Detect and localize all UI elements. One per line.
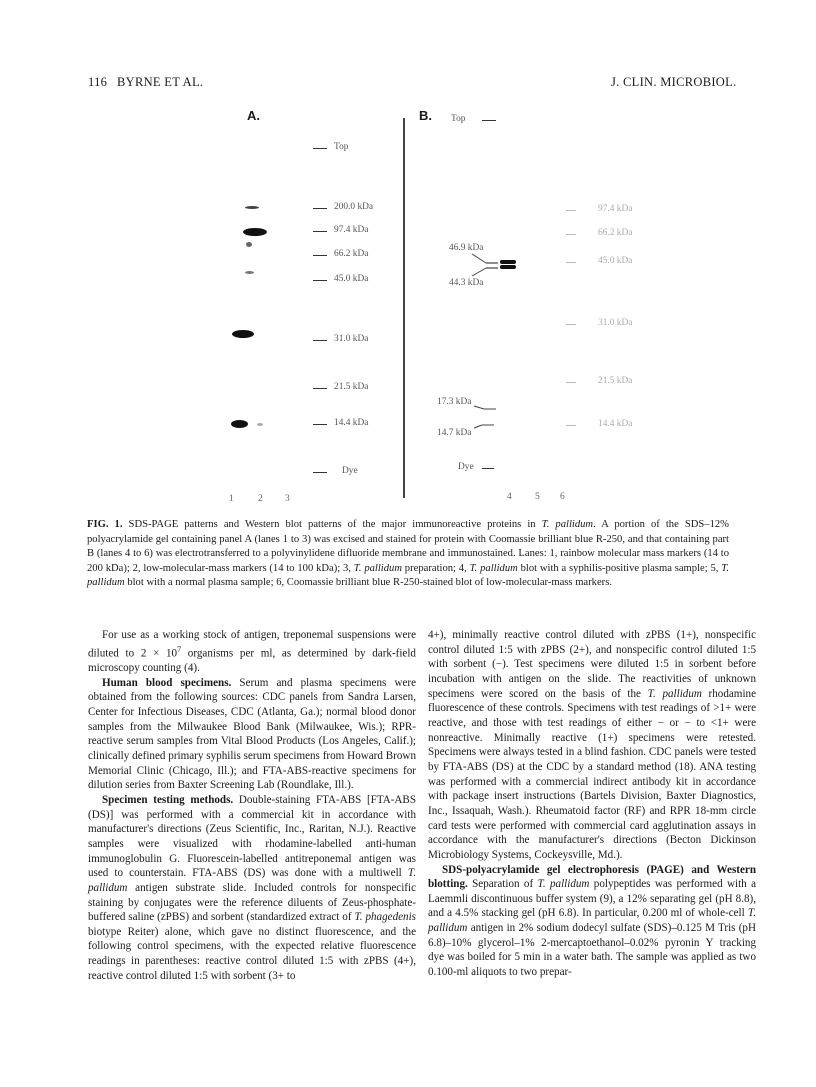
species-name: T. pallidum	[353, 562, 402, 574]
species-name: T. pallidum	[469, 562, 518, 574]
lane-number: 3	[285, 494, 290, 504]
protein-label: 44.3 kDa	[449, 278, 484, 288]
text: Serum and plasma specimens were obtained from the following sources: CDC panels from Sandra Larsen, Center for Infectious Diseases, CDC (Atlanta, Ga.); normal blood donor samples from the Milwaukee Blood Bank (Milwaukee, Wis.); RPR-reactive serum samples from Vital Blood Products (Los Angeles, Calif.); clinically defined primary syphilis serum specimens from Howard Brown Memorial Clinic (Chicago, Ill.); and FTA-ABS-reactive specimens for dilution series from Baxter Screening Lab (Roundlake, Ill.).	[88, 676, 416, 792]
gel-band	[243, 228, 267, 236]
text: rhodamine fluorescence of these controls. Specimens with test readings of >1+ were reactive, and those with test readings of either − or − to <1+ were nonreactive. Minimally reactive (1+) specimens were retested. Specimens were always tested in a blind fashion. CDC panels were tested by FTA-ABS (DS) at the CDC by a standard method (18). ANA testing was performed with a commercial indirect antibody kit in accordance with package insert instructions (Bartels Division, Baxter Diagnostics, Inc., Issaquah, Wash.). Rheumatoid factor (RF) and RPR 18-mm circle card tests were performed with commercial card agglutination assays in accordance with the manufacturer's directions (Becton Dickinson Microbiology Systems, Cockeysville, Md.).	[428, 687, 756, 861]
species-name: T. pallidum	[647, 687, 702, 700]
section-heading: SDS-polyacrylamide gel electrophoresis (PAGE) and Western blotting.	[428, 863, 756, 891]
caption-text: . A portion of the SDS–12% polyacrylamide gel containing panel A (lanes 1 to 3) was excised and stained for protein with Coomassie brilliant blue R-250, and that containing part B (lanes 4 to 6) was electrotransferred to a polyvinylidene difluoride membrane and immunostained. Lanes: 1, rainbow molecular mass markers (14 to 200 kDa); 2, low-molecular-mass markers (14 to 100 kDa); 3,	[87, 519, 730, 574]
dye-tick	[313, 472, 327, 473]
species-name: T. pallidum	[428, 907, 756, 935]
marker-tick	[566, 234, 576, 235]
running-journal: J. CLIN. MICROBIOL.	[611, 75, 737, 89]
marker-label: 45.0 kDa	[334, 274, 369, 284]
left-column	[88, 628, 416, 983]
marker-label: 66.2 kDa	[334, 249, 369, 259]
blot-band	[500, 260, 516, 264]
panel-divider	[403, 118, 405, 498]
blot-band	[500, 265, 516, 269]
species-name: T. pallidum	[541, 519, 594, 530]
panel-a-top-label: Top	[334, 142, 349, 152]
figure-number: FIG. 1.	[87, 519, 123, 530]
marker-label: 21.5 kDa	[598, 376, 633, 386]
caption-text: blot with a syphilis-positive plasma sample; 5,	[517, 562, 722, 574]
marker-tick	[566, 262, 576, 263]
marker-label: 31.0 kDa	[334, 334, 369, 344]
page-number: 116	[88, 75, 108, 89]
section-heading: Human blood specimens.	[102, 676, 232, 689]
gel-band	[245, 206, 259, 209]
caption-text: SDS-PAGE patterns and Western blot patterns of the major immunoreactive proteins in	[128, 519, 542, 530]
paragraph	[88, 676, 416, 793]
dye-tick	[482, 468, 494, 469]
section-heading: Specimen testing methods.	[102, 793, 234, 806]
panel-b-label: B.	[419, 108, 432, 123]
panel-a-dye-label: Dye	[342, 466, 358, 476]
text: 4+), minimally reactive control diluted with zPBS (1+), nonspecific control diluted 1:5 with zPBS (2+), and nonspecific control diluted 1:5 with sorbent (−). Test specimens were diluted 1:5 in sorbent before incubation with antigen on the slide. The reactivities of unknown specimens were scored on the basis of the	[428, 629, 756, 700]
connector-lines	[470, 400, 500, 432]
protein-label: 17.3 kDa	[437, 397, 472, 407]
marker-tick	[566, 210, 576, 211]
running-authors: BYRNE ET AL.	[117, 75, 204, 89]
panel-b-dye-label: Dye	[458, 462, 474, 472]
marker-label: 14.4 kDa	[334, 418, 369, 428]
lane-number: 6	[560, 492, 565, 502]
species-name: T. pallidum	[88, 867, 416, 894]
paragraph	[88, 628, 416, 676]
paragraph	[428, 863, 756, 980]
text: For use as a working stock of antigen, treponemal suspensions were diluted to 2 × 10	[88, 629, 416, 660]
marker-tick	[566, 425, 576, 426]
text: antigen substrate slide. Included controls for nonspecific staining by conjugates were the reference diluents of Zeus-phosphate-buffered saline (zPBS) and sorbent (standardized extract of	[88, 881, 416, 924]
marker-tick	[313, 424, 327, 425]
gel-band	[246, 242, 252, 247]
panel-b-top-tick	[482, 120, 496, 121]
protein-label: 14.7 kDa	[437, 428, 472, 438]
marker-label: 97.4 kDa	[334, 225, 369, 235]
gel-band	[232, 330, 254, 338]
marker-tick	[566, 324, 576, 325]
panel-a-top-tick	[313, 148, 327, 149]
paragraph	[88, 793, 416, 984]
text: Double-staining FTA-ABS [FTA-ABS (DS)] was performed with a commercial kit in accordance with manufacturer's directions (Zeus Scientific, Inc., Raritan, N.J.). Reactive samples were visualized with rhodamine-labelled anti-human immunoglobulin G. Fluorescein-labelled antitreponemal antigen was used to counterstain. FTA-ABS (DS) was done with a multiwell	[88, 793, 417, 880]
right-column	[428, 628, 756, 980]
lane-number: 2	[258, 494, 263, 504]
text: polypeptides was performed with a Laemmli discontinuous buffer system (9), a 12% separating gel (pH 8.8), and a 4.5% stacking gel (pH 6.8). In particular, 0.200 ml of whole-cell	[428, 878, 756, 920]
marker-tick	[313, 388, 327, 389]
marker-label: 66.2 kDa	[598, 228, 633, 238]
lane-number: 1	[229, 494, 234, 504]
figure-caption	[87, 518, 729, 591]
text: antigen in 2% sodium dodecyl sulfate (SDS)–0.125 M Tris (pH 6.8)–10% glycerol–1% 2-mercaptoethanol–0.02% pyronin Y tracking dye was boiled for 5 min in a water bath. The sample was applied as two 0.100-ml aliquots to two prepar-	[428, 922, 756, 979]
gel-band	[257, 423, 263, 426]
gel-band	[245, 271, 254, 274]
panel-b-top-label: Top	[451, 114, 466, 124]
panel-a-label: A.	[247, 108, 260, 123]
caption-text: blot with a normal plasma sample; 6, Coomassie brilliant blue R-250-stained blot of low-molecular-mass markers.	[124, 577, 612, 589]
lane-number: 5	[535, 492, 540, 502]
exponent: 7	[177, 644, 182, 654]
marker-label: 31.0 kDa	[598, 318, 633, 328]
marker-label: 200.0 kDa	[334, 202, 374, 212]
marker-label: 97.4 kDa	[598, 204, 633, 214]
marker-label: 21.5 kDa	[334, 382, 369, 392]
text: biotype Reiter) alone, which gave no distinct fluorescence, and the following control specimens, with the expected relative fluorescence readings in parentheses: reactive control diluted 1:5 with zPBS (4+), reactive control diluted 1:5 with sorbent (3+ to	[88, 925, 416, 982]
marker-label: 45.0 kDa	[598, 256, 633, 266]
text: Separation of	[467, 878, 538, 891]
protein-label: 46.9 kDa	[449, 243, 484, 253]
marker-tick	[566, 382, 576, 383]
text: organisms per ml, as determined by dark-field microscopy counting (4).	[88, 647, 416, 674]
marker-tick	[313, 231, 327, 232]
marker-tick	[313, 340, 327, 341]
lane-number: 4	[507, 492, 512, 502]
species-name: T. pallidum	[537, 878, 590, 891]
marker-label: 14.4 kDa	[598, 419, 633, 429]
gel-band	[231, 420, 248, 428]
marker-tick	[313, 280, 327, 281]
species-name: T. pallidum	[87, 562, 729, 589]
connector-lines	[470, 250, 500, 280]
caption-text: preparation; 4,	[402, 562, 470, 574]
paragraph	[428, 628, 756, 863]
marker-tick	[313, 255, 327, 256]
species-name: T. phagedenis	[354, 911, 416, 924]
marker-tick	[313, 208, 327, 209]
